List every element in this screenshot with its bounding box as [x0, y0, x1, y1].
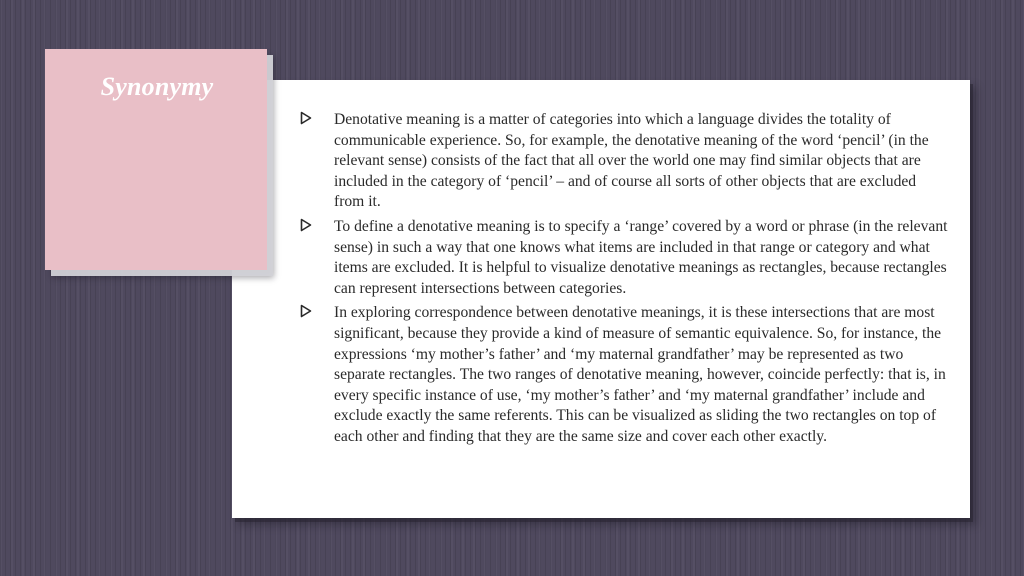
triangle-right-outline-icon [300, 304, 312, 318]
triangle-right-outline-icon [300, 111, 312, 125]
bullet-text: In exploring correspondence between denotative meanings, it is these intersections that are most significant, because they provide a kind of measure of semantic equivalence. So, for instance, the expressions ‘my mother’s father’ and ‘my maternal grandfather’ may be represented as two separate rectangles. The two ranges of denotative meaning, however, coincide perfectly: that is, in every specific instance of use, ‘my mother’s father’ and ‘my maternal grandfather’ include and exclude exactly the same referents. This can be visualized as sliding the two rectangles on top of each other and finding that they are the same size and cover each other exactly. [334, 304, 946, 445]
bullet-list [298, 110, 948, 452]
bullet-text: To define a denotative meaning is to specify a ‘range’ covered by a word or phrase (in the relevant sense) in such a way that one knows what items are included in that range or category and what items are excluded. It is helpful to visualize denotative meanings as rectangles, because rectangles can represent intersections between categories. [334, 217, 948, 297]
triangle-right-outline-icon [300, 218, 312, 232]
slide-title: Synonymy [100, 72, 214, 101]
bullet-item [298, 303, 948, 447]
bullet-item [298, 217, 948, 299]
bullet-text: Denotative meaning is a matter of categories into which a language divides the totality of communicable experience. So, for example, the denotative meaning of the word ‘pencil’ (in the relevant sense) consists of the fact that all over the world one may find similar objects that are included in the category of ‘pencil’ – and of course all sorts of other objects that are excluded from it. [334, 111, 929, 211]
bullet-item [298, 110, 948, 213]
